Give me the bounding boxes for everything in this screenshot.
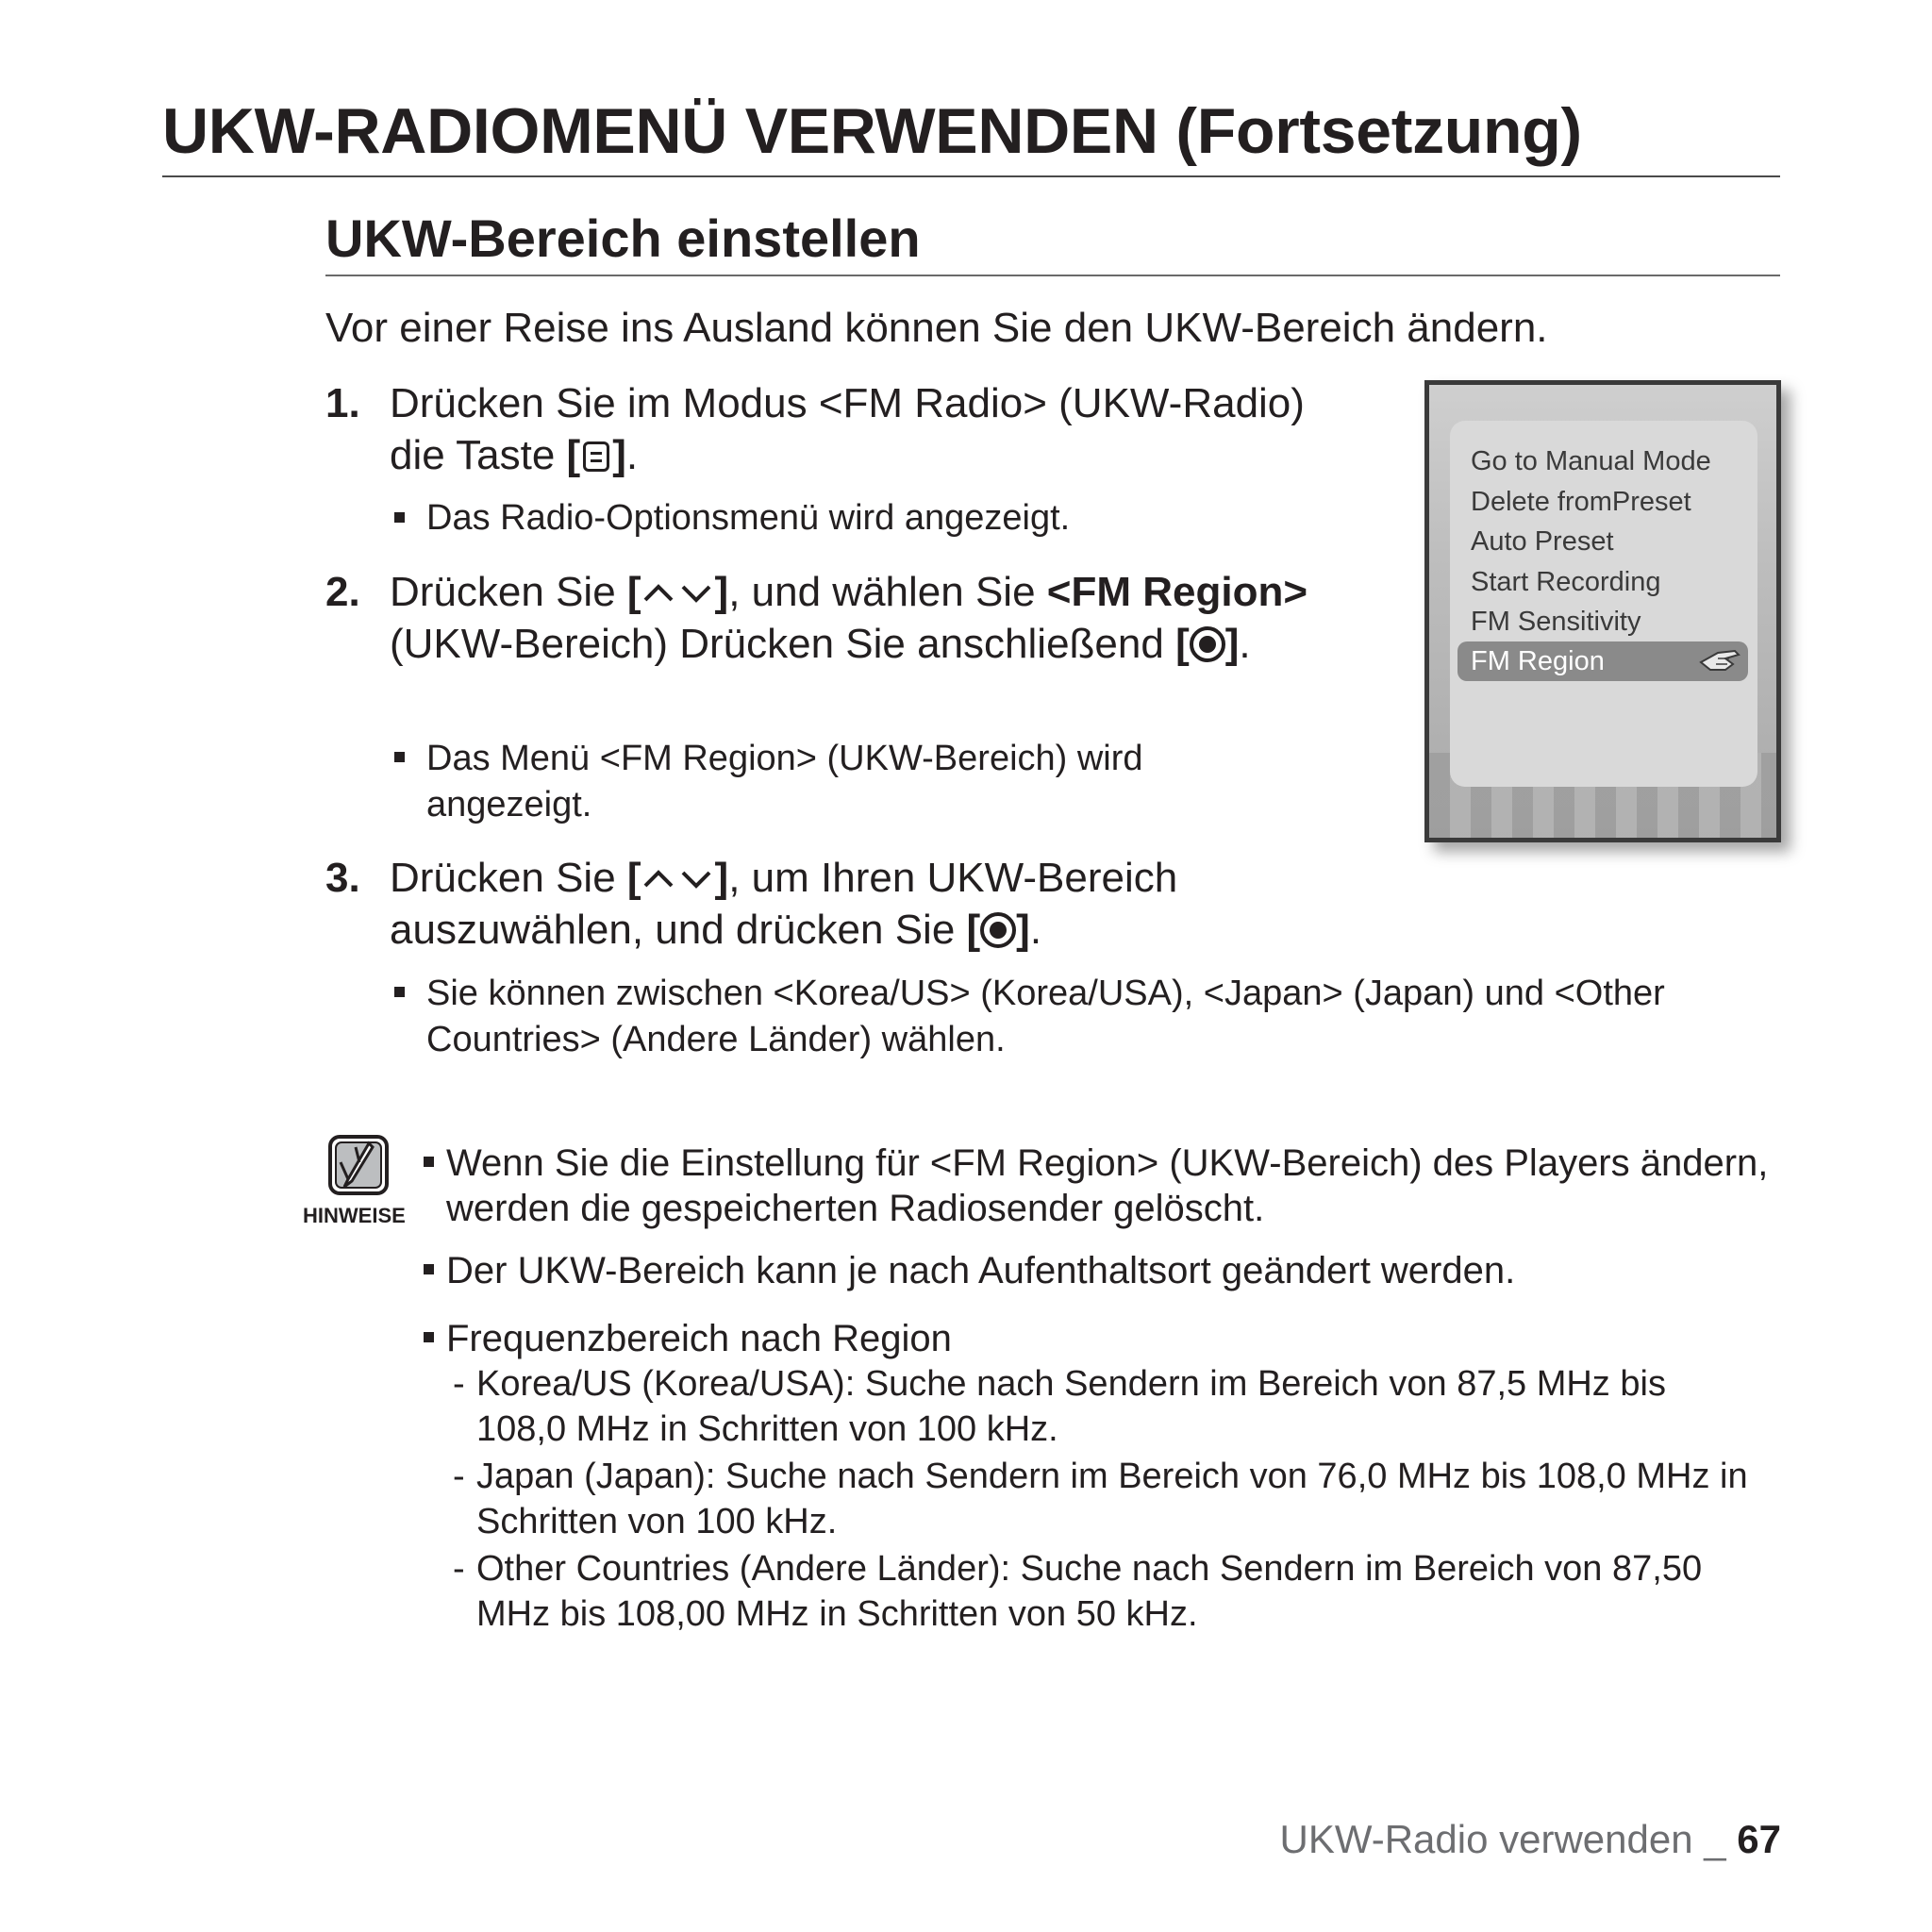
note-item-2: Der UKW-Bereich kann je nach Aufenthaltsort geändert werden. [446,1250,1516,1291]
bullet-square [424,1157,434,1167]
dash-marker: - [453,1549,465,1589]
note-item-1: Wenn Sie die Einstellung für <FM Region> (UKW-Bereich) des Players ändern, werden die gespeicherten Radiosender gelöscht. [446,1142,1769,1229]
bracket-open: [ [966,907,981,953]
menu-item-fm-region[interactable]: FM Region [1471,646,1605,676]
page-title: UKW-RADIOMENÜ VERWENDEN (Fortsetzung) [162,95,1582,167]
select-button-icon [980,912,1016,948]
device-screen [1429,385,1776,838]
step-3-text [390,852,1380,956]
step-2-text-b: , und wählen Sie [728,569,1047,615]
region-korea-us: Korea/US (Korea/USA): Suche nach Sendern im Bereich von 87,5 MHz bis 108,0 MHz in Schritten von 100 kHz. [476,1364,1666,1449]
step-3-text-c: . [1029,907,1042,953]
fm-region-item: <FM Region> [1046,569,1308,615]
menu-item-delete-from-preset[interactable]: Delete fromPreset [1471,487,1691,517]
menu-item-fm-sensitivity[interactable]: FM Sensitivity [1471,607,1641,637]
bullet-square [394,987,405,997]
bullet-square [394,512,405,523]
title-rule [162,175,1780,177]
step-2-text-c: (UKW-Bereich) Drücken Sie anschließend [390,621,1176,667]
step-2-text [390,566,1314,670]
bracket-open: [ [626,855,641,901]
page-number: 67 [1737,1817,1781,1861]
note-pencil-icon [327,1134,390,1196]
section-rule [325,275,1780,276]
bullet-square [424,1332,434,1342]
bracket-close: ] [1224,621,1240,667]
bullet-square [394,752,405,762]
radio-options-menu [1450,421,1757,787]
section-title: UKW-Bereich einstellen [325,208,921,268]
bracket-open: [ [626,569,641,615]
bracket-close: ] [612,432,626,478]
menu-item-start-recording[interactable]: Start Recording [1471,567,1661,597]
pointing-hand-icon [1697,645,1742,675]
step-1-number: 1. [325,380,360,426]
dash-marker: - [453,1364,465,1404]
bracket-open: [ [566,432,581,478]
notes-label: HINWEISE [303,1204,406,1227]
step-2-text-a: Drücken Sie [390,569,627,615]
footer-section: UKW-Radio verwenden _ [1279,1817,1738,1861]
up-down-arrows-icon [641,863,715,891]
dash-marker: - [453,1457,465,1496]
menu-item-go-to-manual-mode[interactable]: Go to Manual Mode [1471,446,1711,476]
region-other-countries: Other Countries (Andere Länder): Suche nach Sendern im Bereich von 87,50 MHz bis 108,00 MHz in Schritten von 50 kHz. [476,1549,1703,1634]
step-3-text-b: , um Ihren UKW-Bereich auszuwählen, und drücken Sie [390,855,1178,953]
step-1-text-b: . [625,432,639,478]
menu-button-icon [583,441,609,472]
bracket-open: [ [1175,621,1190,667]
region-japan: Japan (Japan): Suche nach Sendern im Bereich von 76,0 MHz bis 108,0 MHz in Schritten von 100 kHz. [476,1457,1748,1541]
bracket-close: ] [714,855,729,901]
note-item-3: Frequenzbereich nach Region [446,1318,952,1359]
step-1-text-a: Drücken Sie im Modus <FM Radio> (UKW-Radio) die Taste [390,380,1305,478]
step-3-number: 3. [325,855,360,901]
step-2-number: 2. [325,569,360,615]
bracket-close: ] [714,569,729,615]
step-3-text-a: Drücken Sie [390,855,627,901]
bullet-square [424,1264,434,1274]
select-button-icon [1190,626,1225,662]
step-1-text [390,377,1314,481]
bracket-close: ] [1016,907,1030,953]
device-screen-frame [1424,380,1781,842]
up-down-arrows-icon [641,577,715,606]
menu-item-auto-preset[interactable]: Auto Preset [1471,526,1614,557]
intro-text: Vor einer Reise ins Ausland können Sie den UKW-Bereich ändern. [325,305,1548,351]
step-1-result: Das Radio-Optionsmenü wird angezeigt. [426,498,1071,538]
step-3-result: Sie können zwischen <Korea/US> (Korea/USA), <Japan> (Japan) und <Other Countries> (Andere Länder) wählen. [426,974,1665,1059]
step-2-result: Das Menü <FM Region> (UKW-Bereich) wird angezeigt. [426,739,1143,824]
page-footer [1274,1817,1781,1862]
step-2-text-d: . [1239,621,1251,667]
